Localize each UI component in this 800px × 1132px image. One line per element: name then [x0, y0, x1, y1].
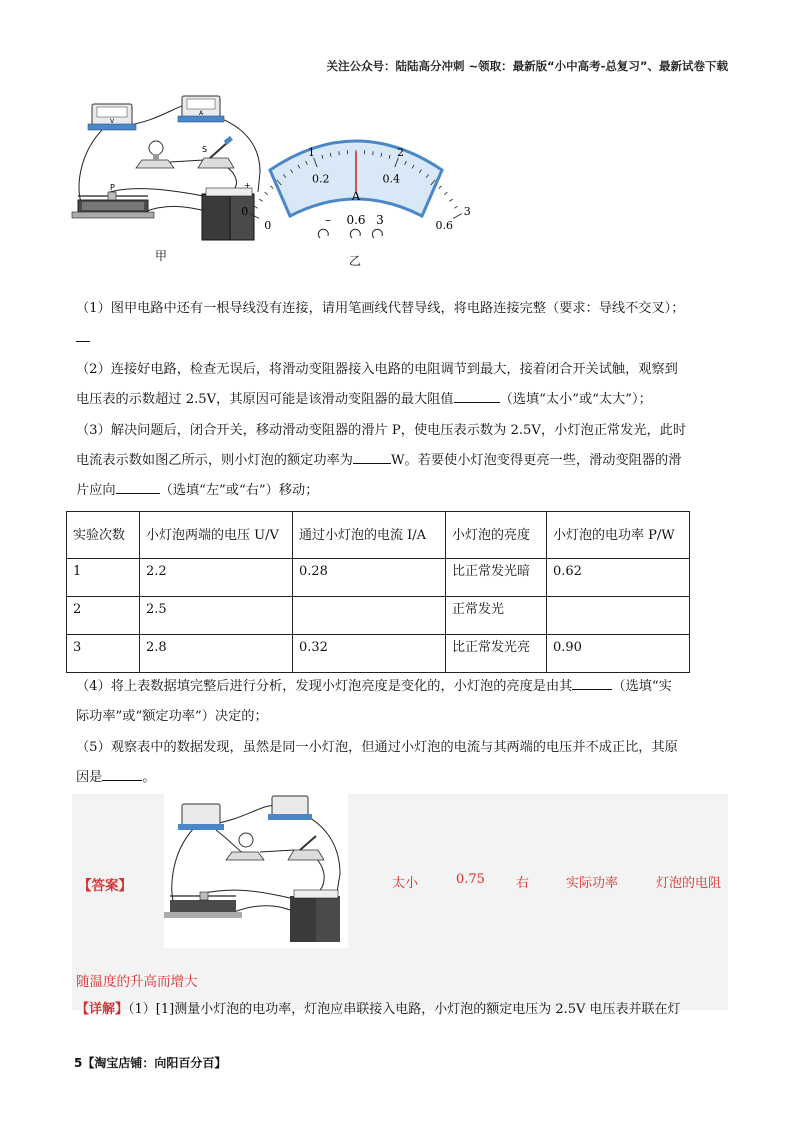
figure-caption-yi: 乙 [349, 254, 362, 268]
ammeter-icon [178, 96, 224, 122]
dial-tick [444, 192, 447, 195]
dial-bottom-scale-label: 0.6 [435, 219, 454, 233]
data-table [66, 511, 690, 673]
answer-item-3: 右 [516, 876, 530, 891]
ammeter-dial-figure-yi [241, 120, 471, 248]
dial-bottom-scale-label: 0.4 [382, 172, 401, 186]
answer-label: 【答案】 [78, 878, 132, 894]
dial-tick [270, 186, 273, 189]
table-cell: 正常发光 [446, 597, 547, 635]
table-cell: 0.28 [293, 559, 446, 597]
answer-item-4: 实际功率 [566, 876, 619, 891]
svg-text:+: + [244, 181, 251, 190]
table-header-row [67, 512, 690, 559]
lamp-icon [136, 141, 174, 168]
answer-continuation: 随温度的升高而增大 [76, 974, 198, 990]
circuit-figure-jia [70, 92, 280, 242]
terminal-label-0-6: 0.6 [346, 213, 366, 227]
page-footer: 5【淘宝店铺：向阳百分百】 [74, 1056, 227, 1070]
detail-section [76, 998, 736, 1017]
answer-item-2: 0.75 [456, 872, 485, 887]
dial-tick [439, 186, 442, 189]
detail-text: （1）[1]测量小灯泡的电功率，灯泡应串联接入电路，小灯泡的额定电压为 2.5V 电压表并联在灯 [128, 1002, 681, 1017]
table-cell: 0.90 [547, 635, 690, 673]
table-cell: 2.5 [140, 597, 293, 635]
dial-top-scale-label: 2 [396, 146, 404, 160]
svg-text:A: A [198, 110, 204, 117]
table-cell: 比正常发光暗 [446, 559, 547, 597]
svg-text:V: V [109, 118, 115, 125]
dial-tick [265, 192, 268, 195]
table-header-cell: 实验次数 [67, 512, 140, 559]
question-4: （4）将上表数据填完整后进行分析，发现小灯泡亮度是变化的，小灯泡的亮度是由其 （选填“实 际功率”或“额定功率”）决定的； [76, 672, 726, 732]
table-header-cell: 小灯泡的亮度 [446, 512, 547, 559]
terminal-label-3: 3 [376, 213, 384, 227]
answer-circuit-image [164, 794, 348, 948]
table-cell: 比正常发光亮 [446, 635, 547, 673]
question-1: （1）图甲电路中还有一根导线没有连接，请用笔画线代替导线，将电路连接完整（要求：导线不交叉）； [76, 294, 726, 354]
table-cell: 2.2 [140, 559, 293, 597]
table-header-cell: 小灯泡两端的电压 U/V [140, 512, 293, 559]
dial-bottom-scale-label: 0.2 [311, 172, 330, 186]
dial-top-scale-label: 3 [463, 204, 471, 218]
dial-tick [373, 151, 374, 155]
table-row [67, 635, 690, 673]
table-cell: 0.32 [293, 635, 446, 673]
dial-top-scale-label: 0 [241, 204, 249, 218]
dial-tick [453, 214, 462, 219]
table-cell: 1 [67, 559, 140, 597]
dial-terminals [318, 213, 384, 238]
table-header-cell: 通过小灯泡的电流 I/A [293, 512, 446, 559]
question-5: （5）观察表中的数据发现，虽然是同一小灯泡，但通过小灯泡的电流与其两端的电压并不成正比，其原 因是 。 [76, 740, 678, 785]
question-2: （2）连接好电路，检查无误后，将滑动变阻器接入电路的电阻调节到最大，接着闭合开关试触，观察到 电压表的示数超过 2.5V，其原因可能是该滑动变阻器的最大阻值 （选填“太小”或“太大”）； [76, 362, 678, 407]
answer-item-1: 太小 [392, 876, 419, 891]
answer-section [72, 794, 728, 1017]
table-cell [293, 597, 446, 635]
dial-tick [339, 151, 340, 155]
svg-text:P: P [110, 183, 115, 192]
table-cell: 3 [67, 635, 140, 673]
svg-text:S: S [202, 145, 208, 154]
table-cell [547, 597, 690, 635]
table-cell: 2 [67, 597, 140, 635]
dial-unit-label: A [351, 189, 361, 203]
voltmeter-icon [88, 104, 136, 130]
table-cell: 2.8 [140, 635, 293, 673]
figure-caption-jia: 甲 [155, 249, 168, 263]
answer-item-5: 灯泡的电阻 [656, 876, 722, 891]
table-row [67, 559, 690, 597]
dial-tick [450, 199, 453, 201]
question-3: （3）解决问题后，闭合开关，移动滑动变阻器的滑片 P，使电压表示数为 2.5V，小灯泡正常发光，此时 电流表示数如图乙所示，则小灯泡的额定功率为 W。若要使小灯泡变得更亮一些，滑动变阻器的滑 片应向 （选填“左”或“右”）移动； [76, 423, 687, 498]
detail-label: 【详解】 [76, 1002, 129, 1017]
table-row [67, 597, 690, 635]
answer-circuit-diagram [164, 794, 348, 948]
dial-top-scale-label: 1 [308, 146, 316, 160]
table-header-cell: 小灯泡的电功率 P/W [547, 512, 690, 559]
switch-icon [198, 136, 234, 168]
page-header: 关注公众号：陆陆高分冲刺 ~领取：最新版“小中高考-总复习”、最新试卷下载 [326, 59, 728, 73]
dial-bottom-scale-label: 0 [264, 219, 272, 233]
table-cell: 0.62 [547, 559, 690, 597]
terminal-label-minus: – [325, 213, 331, 227]
dial-tick [454, 206, 457, 208]
